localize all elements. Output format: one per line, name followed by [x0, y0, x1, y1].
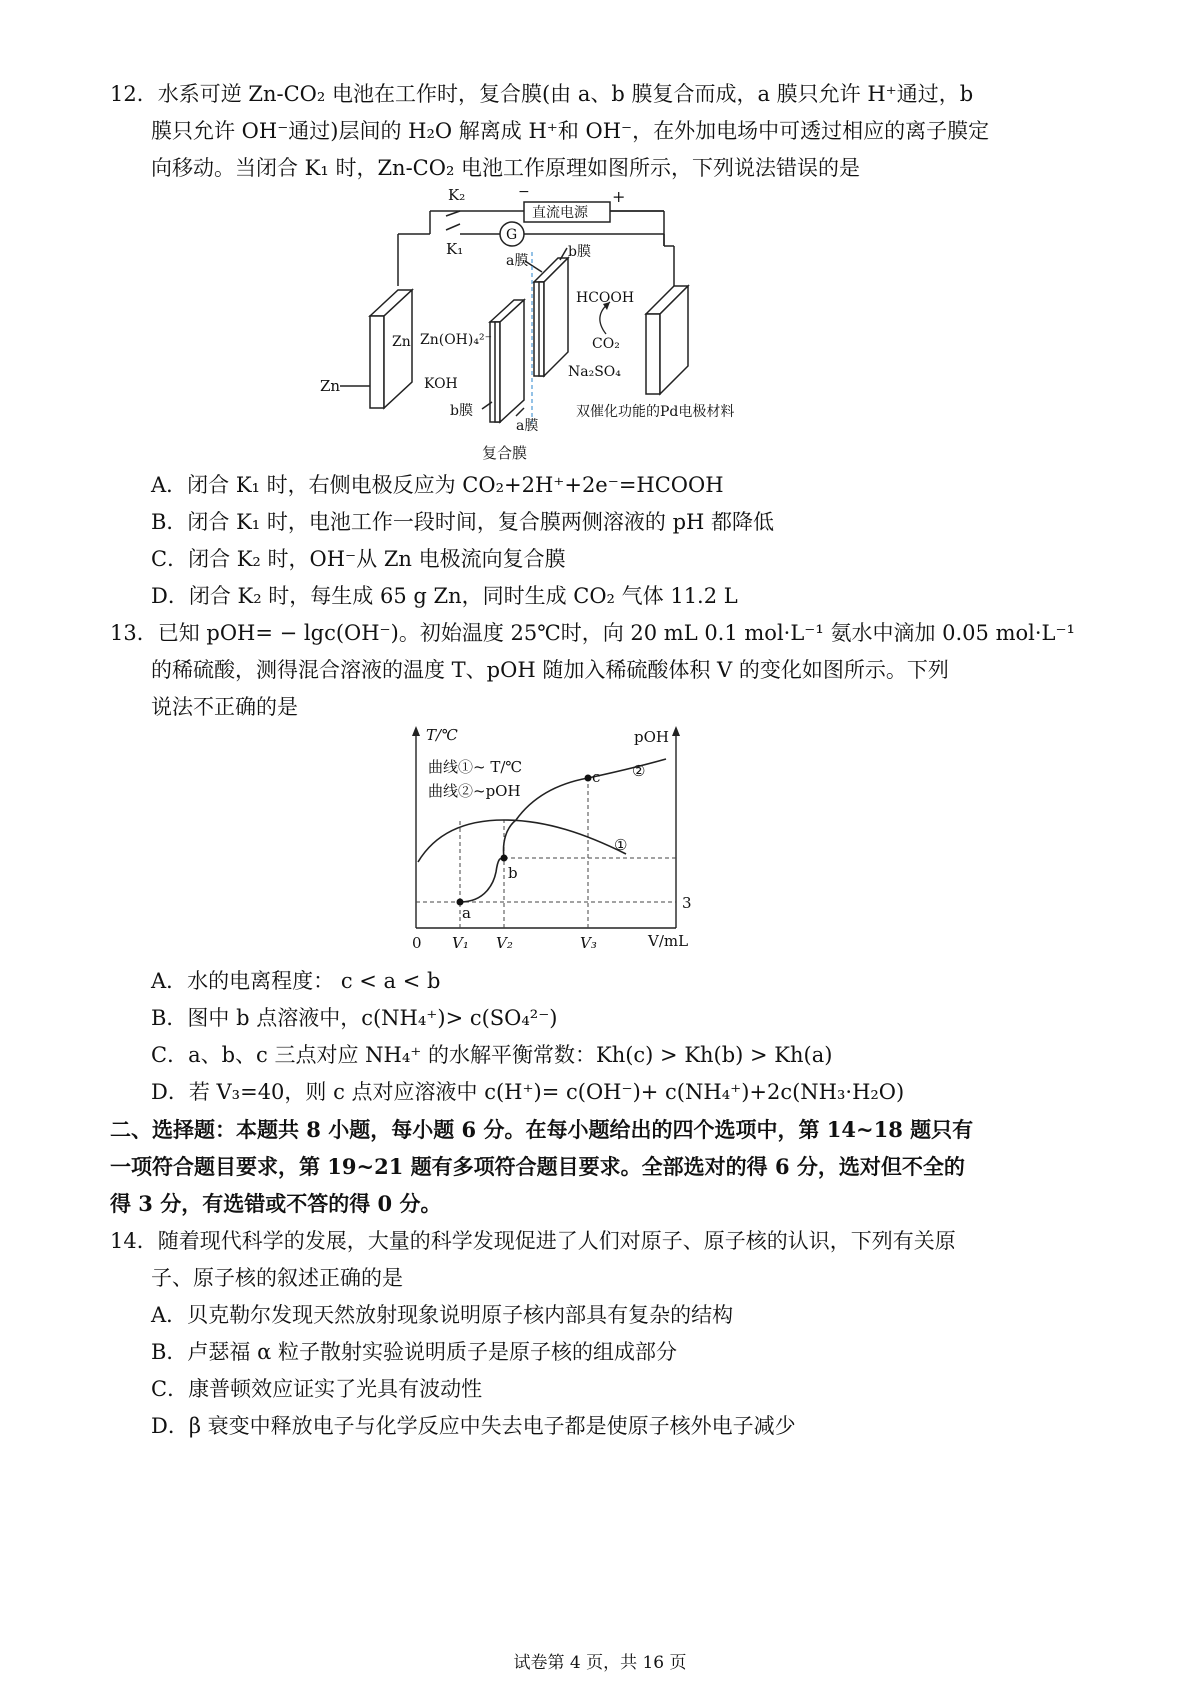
q14-option-d: D．β 衰变中释放电子与化学反应中失去电子都是使原子核外电子减少: [151, 1414, 796, 1438]
q13-option-a: A．水的电离程度： c < a < b: [151, 969, 441, 993]
q12-stem-line-2: 膜只允许 OH⁻通过)层间的 H₂O 解离成 H⁺和 OH⁻，在外加电场中可透过相应的离子膜定: [151, 119, 990, 143]
q12-option-c: C．闭合 K₂ 时，OH⁻从 Zn 电极流向复合膜: [151, 547, 566, 571]
x-tick-v3: V₃: [580, 934, 597, 952]
battery-diagram: [320, 186, 800, 466]
q13-stem-line-1: 13．已知 pOH= − lgc(OH⁻)。初始温度 25℃时，向 20 mL 0.1 mol·L⁻¹ 氨水中滴加 0.05 mol·L⁻¹: [110, 621, 1075, 645]
q12-option-d: D．闭合 K₂ 时，每生成 65 g Zn，同时生成 CO₂ 气体 11.2 L: [151, 584, 738, 608]
point-a-label: a: [462, 904, 471, 922]
b-membrane-top-label: b膜: [568, 244, 591, 260]
co2-label: CO₂: [592, 336, 620, 352]
section2-line-2: 一项符合题目要求，第 19~21 题有多项符合题目要求。全部选对的得 6 分，选对但不全的: [110, 1154, 965, 1179]
curve-1-label: ①: [614, 836, 628, 854]
zincate-label: Zn(OH)₄²⁻: [420, 332, 492, 348]
na2so4-label: Na₂SO₄: [568, 364, 621, 380]
x-tick-v2: V₂: [496, 934, 513, 952]
section2-line-1: 二、选择题：本题共 8 小题，每小题 6 分。在每小题给出的四个选项中，第 14~18 题只有: [110, 1117, 974, 1142]
q12-option-a: A．闭合 K₁ 时，右侧电极反应为 CO₂+2H⁺+2e⁻=HCOOH: [151, 473, 724, 497]
point-b: [501, 855, 508, 862]
a-membrane-top-label: a膜: [506, 253, 529, 269]
q14-stem-line-2: 子、原子核的叙述正确的是: [151, 1266, 403, 1290]
curve-2-poh: [460, 759, 666, 902]
curve-2-label: ②: [632, 762, 646, 780]
origin-label: 0: [412, 934, 422, 952]
zn-lead-label: Zn: [320, 377, 341, 395]
section2-line-3: 得 3 分，有选错或不答的得 0 分。: [110, 1191, 442, 1216]
q14-stem-line-1: 14．随着现代科学的发展，大量的科学发现促进了人们对原子、原子核的认识，下列有关原: [110, 1229, 956, 1253]
legend-curve-2: 曲线②~pOH: [428, 782, 521, 800]
x-tick-v1: V₁: [452, 934, 469, 952]
power-minus: −: [518, 186, 530, 200]
q12-stem-line-1: 12．水系可逆 Zn-CO₂ 电池在工作时，复合膜(由 a、b 膜复合而成，a 膜只允许 H⁺通过，b: [110, 82, 974, 106]
koh-label: KOH: [424, 376, 458, 392]
power-plus: +: [612, 187, 626, 206]
hcooh-label: HCOOH: [576, 290, 635, 306]
a-membrane-bottom-label: a膜: [516, 418, 539, 434]
q13-option-d: D．若 V₃=40，则 c 点对应溶液中 c(H⁺)= c(OH⁻)+ c(NH₄⁺)+2c(NH₃·H₂O): [151, 1080, 905, 1104]
k2-label: K₂: [448, 186, 466, 204]
q12-stem-line-3: 向移动。当闭合 K₁ 时，Zn-CO₂ 电池工作原理如图所示，下列说法错误的是: [151, 156, 861, 180]
q12-option-b: B．闭合 K₁ 时，电池工作一段时间，复合膜两侧溶液的 pH 都降低: [151, 510, 774, 534]
pd-electrode-label: 双催化功能的Pd电极材料: [576, 404, 735, 420]
right-axis-label: pOH: [634, 728, 669, 746]
left-axis-label: T/℃: [426, 726, 458, 744]
q13-option-b: B．图中 b 点溶液中，c(NH₄⁺)> c(SO₄²⁻): [151, 1006, 558, 1030]
point-c: [585, 775, 592, 782]
galvanometer-label: G: [506, 227, 518, 243]
composite-membrane-caption: 复合膜: [482, 444, 528, 462]
k1-label: K₁: [446, 240, 464, 258]
temperature-poh-chart: [396, 722, 706, 962]
q13-stem-line-2: 的稀硫酸，测得混合溶液的温度 T、pOH 随加入稀硫酸体积 V 的变化如图所示。下列: [151, 658, 949, 682]
curve-1-temperature: [418, 820, 626, 862]
q14-option-b: B．卢瑟福 α 粒子散射实验说明质子是原子核的组成部分: [151, 1340, 677, 1364]
q13-stem-line-3: 说法不正确的是: [151, 695, 298, 719]
page-footer: 试卷第 4 页，共 16 页: [513, 1653, 687, 1673]
x-axis-label: V/mL: [648, 932, 689, 950]
right-tick-3: 3: [682, 894, 692, 912]
legend-curve-1: 曲线①~ T/℃: [428, 758, 523, 776]
point-c-label: c: [592, 768, 601, 786]
q13-option-c: C．a、b、c 三点对应 NH₄⁺ 的水解平衡常数：Kh(c) > Kh(b) > Kh(a): [151, 1043, 833, 1067]
zn-inner-label: Zn: [392, 334, 411, 350]
b-membrane-bottom-label: b膜: [450, 403, 473, 419]
q14-option-a: A．贝克勒尔发现天然放射现象说明原子核内部具有复杂的结构: [151, 1303, 734, 1327]
point-b-label: b: [508, 864, 518, 882]
q14-option-c: C．康普顿效应证实了光具有波动性: [151, 1377, 483, 1401]
power-supply-label: 直流电源: [532, 205, 588, 221]
